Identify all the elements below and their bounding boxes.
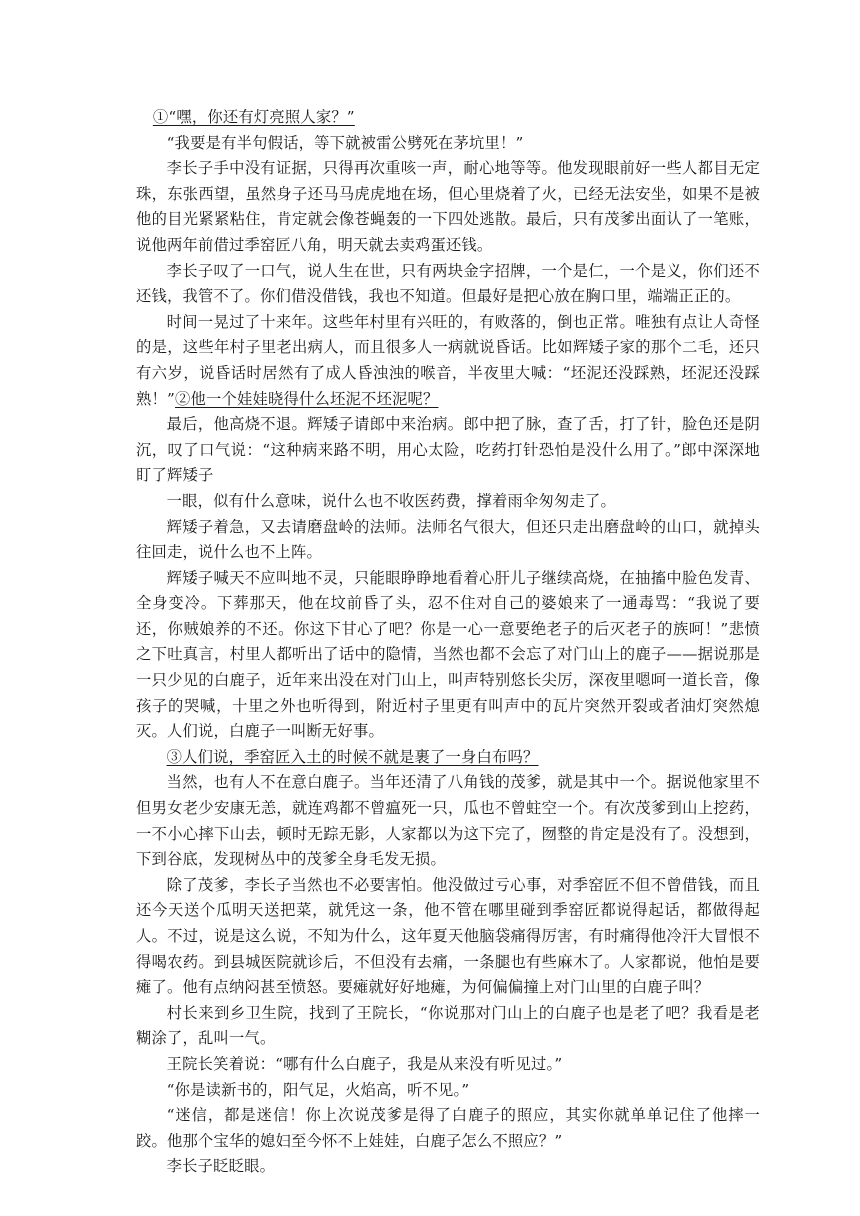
paragraph (136, 1001, 760, 1052)
paragraph (136, 1052, 760, 1078)
text-segment: 辉矮子喊天不应叫地不灵，只能眼睁睁地看着心肝儿子继续高烧，在抽搐中脸色发青、全身变冷。下葬那天，他在坟前昏了头，忍不住对自己的婆娘来了一通毒骂：“我说了要还，你贼娘养的不还。你这下甘心了吧？你是一心一意要绝老子的后灭老子的族呵！”悲愤之下吐真言，村里人都听出了话中的隐情，当然也都不会忘了对门山上的鹿子——据说那是一只少见的白鹿子，近年来出没在对门山上，叫声特别悠长尖厉，深夜里嗯呵一道长音，像孩子的哭喊，十里之外也听得到，附近村子里更有叫声中的瓦片突然开裂或者油灯突然熄灭。人们说，白鹿子一叫断无好事。 (136, 568, 760, 741)
paragraph (136, 412, 760, 489)
text-segment: “我要是有半句假话，等下就被雷公劈死在茅坑里！” (166, 133, 524, 152)
paragraph (136, 1154, 760, 1180)
paragraph (136, 873, 760, 1001)
text-segment: 李长子眨眨眼。 (166, 1157, 276, 1176)
paragraph (136, 489, 760, 515)
paragraph (136, 1103, 760, 1154)
paragraph (136, 1078, 760, 1104)
text-segment: 一眼，似有什么意味，说什么也不收医药费，撑着雨伞匆匆走了。 (166, 491, 617, 510)
text-segment: 时间一晃过了十来年。这些年村里有兴旺的，有败落的，倒也正常。唯独有点让人奇怪的是，这些年村子里老出病人，而且很多人一病就说昏话。比如辉矮子家的那个二毛，还只有六岁，说昏话时居然有了成人昏浊浊的喉音，半夜里大喊：“坯泥还没踩熟，坯泥还没踩熟！” (136, 312, 760, 408)
paragraph (136, 105, 760, 131)
paragraph (136, 131, 760, 157)
paragraph (136, 770, 760, 872)
paragraph (136, 566, 760, 745)
paragraph (136, 515, 760, 566)
text-segment: 村长来到乡卫生院，找到了王院长，“你说那对门山上的白鹿子也是老了吧？我看是老糊涂了，乱叫一气。 (136, 1003, 760, 1048)
text-segment: “迷信，都是迷信！你上次说茂爹是得了白鹿子的照应，其实你就单单记住了他摔一跤。他那个宝华的媳妇至今怀不上娃娃，白鹿子怎么不照应？” (136, 1106, 760, 1150)
text-segment: 王院长笑着说：“哪有什么白鹿子，我是从来没有听见过。” (166, 1054, 563, 1073)
paragraph (136, 156, 760, 258)
document-body (136, 105, 760, 1180)
text-segment: 李长子手中没有证据，只得再次重咳一声，耐心地等等。他发现眼前好一些人都目无定珠，东张西望，虽然身子还马马虎虎地在场，但心里烧着了火，已经无法安坐，如果不是被他的目光紧紧粘住，肯定就会像苍蝇轰的一下四处逃散。最后，只有茂爹出面认了一笔账，说他两年前借过季窑匠八角，明天就去卖鸡蛋还钱。 (136, 159, 760, 254)
paragraph (136, 259, 760, 310)
text-segment: 最后，他高烧不退。辉矮子请郎中来治病。郎中把了脉，查了舌，打了针，脸色还是阴沉，叹了口气说：“这种病来路不明，用心太险，吃药打针恐怕是没什么用了。”郎中深深地盯了辉矮子 (136, 415, 760, 485)
text-segment: 当然，也有人不在意白鹿子。当年还清了八角钱的茂爹，就是其中一个。据说他家里不但男女老少安康无恙，就连鸡都不曾瘟死一只，瓜也不曾蛀空一个。有次茂爹到山上挖药，一不小心摔下山去，顿时无踪无影，人家都以为这下完了，囫整的肯定是没有了。没想到，下到谷底，发现树丛中的茂爹全身毛发无损。 (136, 773, 760, 869)
underlined-sentence: ②他一个娃娃晓得什么坯泥不坯泥呢？ (175, 389, 439, 408)
paragraph (136, 310, 760, 412)
text-segment: “你是读新书的，阳气足，火焰高，听不见。” (166, 1080, 470, 1099)
text-segment: 李长子叹了一口气，说人生在世，只有两块金字招牌，一个是仁，一个是义，你们还不还钱，我管不了。你们借没借钱，我也不知道。但最好是把心放在胸口里，端端正正的。 (136, 261, 760, 306)
underlined-sentence: ③人们说，季窑匠入土的时候不就是裹了一身白布吗？ (166, 747, 539, 766)
text-segment: 除了茂爹，李长子当然也不必要害怕。他没做过亏心事，对季窑匠不但不曾借钱，而且还今天送个瓜明天送把菜，就凭这一条，他不管在哪里碰到季窑匠都说得起话，都做得起人。不过，说是这么说，不知为什么，这年夏天他脑袋痛得厉害，有时痛得他冷汗大冒恨不得喝农药。到县城医院就诊后，不但没有去痛，一条腿也有些麻木了。人家都说，他怕是要瘫了。他有点纳闷甚至愤怒。要瘫就好好地瘫，为何偏偏撞上对门山里的白鹿子叫？ (136, 875, 760, 997)
paragraph (136, 745, 760, 771)
underlined-sentence: ①“嘿，你还有灯亮照人家？” (152, 108, 355, 126)
text-segment: 辉矮子着急，又去请磨盘岭的法师。法师名气很大，但还只走出磨盘岭的山口，就掉头往回走，说什么也不上阵。 (136, 517, 760, 562)
